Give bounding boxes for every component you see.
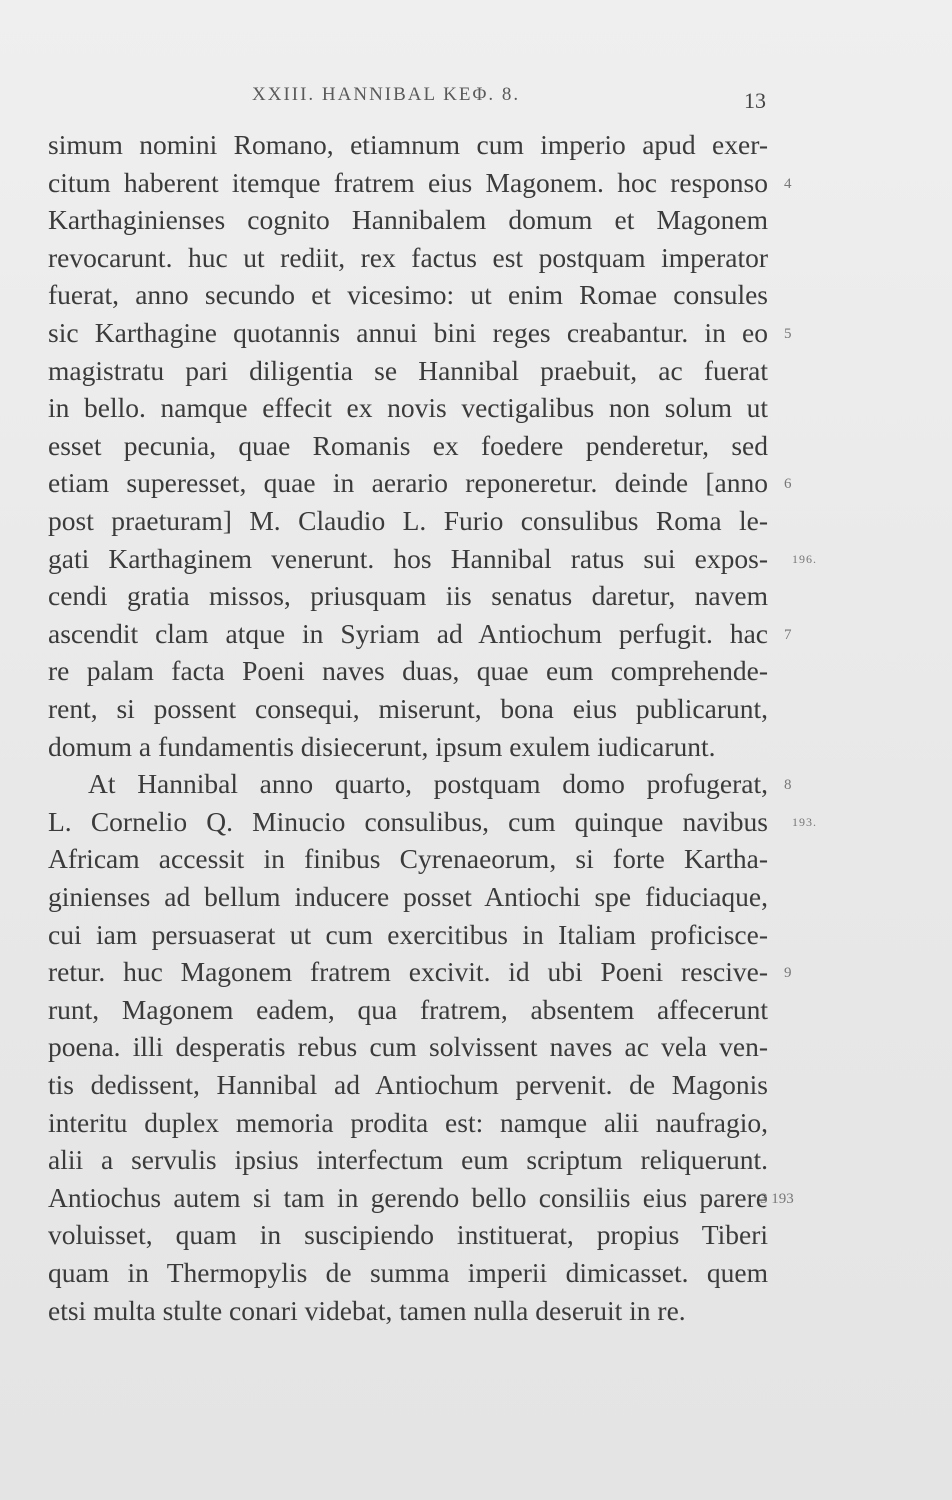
- text-line: retur. huc Magonem fratrem excivit. id ubi Poeni rescive-: [48, 956, 768, 988]
- text-line: voluisset, quam in suscipiendo instituerat, propius Tiberi: [48, 1219, 768, 1251]
- text-line: sic Karthagine quotannis annui bini reges creabantur. in eo: [48, 317, 768, 348]
- text-line: etiam superesset, quae in aerario reponeretur. deinde [anno: [48, 467, 768, 499]
- margin-section-number: 6: [784, 476, 792, 493]
- text-line: ascendit clam atque in Syriam ad Antiochum perfugit. hac: [48, 617, 768, 649]
- text-line: ginienses ad bellum inducere posset Antiochi spe fiduciaque,: [48, 881, 768, 912]
- text-line: L. Cornelio Q. Minucio consulibus, cum quinque navibus: [48, 805, 768, 837]
- margin-section-number: 4: [784, 175, 792, 192]
- text-line: runt, Magonem eadem, qua fratrem, absentem affecerunt: [48, 993, 768, 1025]
- text-line: At Hannibal anno quarto, postquam domo profugerat,: [88, 768, 768, 800]
- text-line: interitu duplex memoria prodita est: namque alii naufragio,: [48, 1106, 768, 1138]
- text-line: re palam facta Poeni naves duas, quae eum comprehende-: [48, 655, 768, 687]
- text-line: fuerat, anno secundo et vicesimo: ut enim Romae consules: [48, 279, 768, 311]
- margin-section-number: 9: [784, 965, 792, 982]
- margin-year-note: 196.: [792, 551, 817, 566]
- text-line: Antiochus autem si tam in gerendo bello consiliis eius parere: [48, 1181, 768, 1213]
- text-line: citum haberent itemque fratrem eius Magonem. hoc responso: [48, 166, 768, 198]
- text-line: etsi multa stulte conari videbat, tamen nulla deseruit in re.: [48, 1294, 686, 1326]
- text-line: tis dedissent, Hannibal ad Antiochum pervenit. de Magonis: [48, 1069, 768, 1100]
- text-line: cendi gratia missos, priusquam iis senatus daretur, navem: [48, 580, 768, 612]
- page-number: 13: [744, 88, 766, 113]
- text-line: revocarunt. huc ut rediit, rex factus est postquam imperator: [48, 241, 768, 273]
- text-line: cui iam persuaserat ut cum exercitibus in Italiam proficisce-: [48, 918, 768, 950]
- margin-section-number: 3 193: [760, 1190, 794, 1207]
- text-line: quam in Thermopylis de summa imperii dimicasset. quem: [48, 1257, 768, 1288]
- text-line: alii a servulis ipsius interfectum eum scriptum reliquerunt.: [48, 1144, 768, 1176]
- margin-section-number: 7: [784, 626, 792, 643]
- running-title: XXIII. HANNIBAL ΚΕΦ. 8.: [252, 84, 521, 105]
- text-line: rent, si possent consequi, miserunt, bona eius publicarunt,: [48, 693, 768, 724]
- text-line: simum nomini Romano, etiamnum cum imperio apud exer-: [48, 129, 768, 160]
- text-line: poena. illi desperatis rebus cum solvissent naves ac vela ven-: [48, 1031, 768, 1063]
- text-line: Karthaginienses cognito Hannibalem domum et Magonem: [48, 204, 768, 236]
- text-line: magistratu pari diligentia se Hannibal praebuit, ac fuerat: [48, 354, 768, 386]
- text-line: esset pecunia, quae Romanis ex foedere penderetur, sed: [48, 429, 768, 461]
- text-line: domum a fundamentis disiecerunt, ipsum exulem iudicarunt.: [48, 730, 716, 762]
- margin-section-number: 8: [784, 777, 792, 794]
- margin-year-note: 193.: [792, 814, 817, 829]
- margin-section-number: 5: [784, 326, 792, 342]
- text-line: post praeturam] M. Claudio L. Furio consulibus Roma le-: [48, 505, 768, 536]
- text-line: in bello. namque effecit ex novis vectigalibus non solum ut: [48, 392, 768, 424]
- text-line: gati Karthaginem venerunt. hos Hannibal ratus sui expos-: [48, 542, 768, 574]
- text-line: Africam accessit in finibus Cyrenaeorum, si forte Kartha-: [48, 843, 768, 875]
